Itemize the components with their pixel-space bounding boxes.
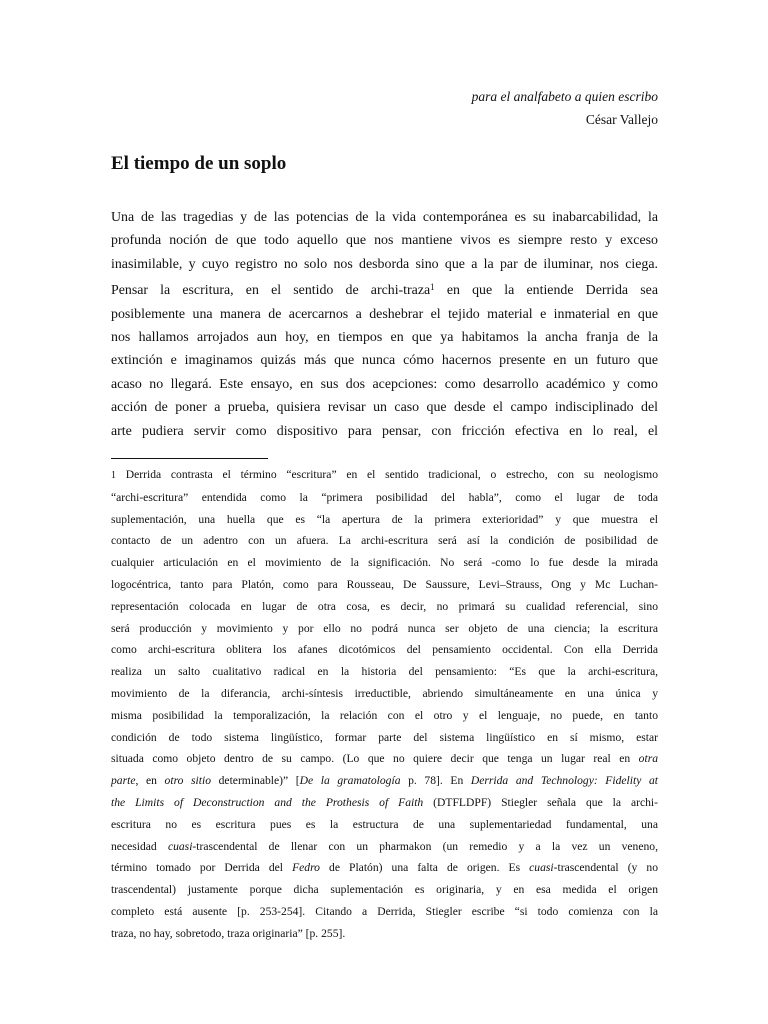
footnote-text: término tomado por Derrida del bbox=[111, 861, 293, 875]
footnote-text: , en bbox=[135, 774, 165, 788]
footnote-line: como archi-escritura oblitera los afanes dicotómicos del pensamiento occidental. Con ella Derrida bbox=[111, 643, 658, 657]
footnote-italic: cuasi bbox=[529, 861, 554, 875]
footnote-line bbox=[111, 770, 658, 792]
footnote-text: de Platón) una falta de origen. Es bbox=[319, 861, 530, 875]
footnote-line: suplementación, una huella que es “la apertura de la primera exterioridad” y que muestra el bbox=[111, 512, 658, 526]
body-line: Una de las tragedias y de las potencias de la vida contemporánea es su inabarcabilidad, la bbox=[111, 210, 658, 225]
body-line bbox=[111, 276, 658, 302]
footnote-italic: otro sitio bbox=[164, 774, 212, 788]
footnote-line bbox=[111, 857, 658, 879]
page-title: El tiempo de un soplo bbox=[111, 153, 287, 174]
footnote-line: logocéntrica, tanto para Platón, como para Rousseau, De Saussure, Levi–Strauss, Ong y Mc Luchan- bbox=[111, 577, 658, 591]
footnote-line: escritura no es escritura pues es la estructura de una suplementariedad fundamental, una bbox=[111, 817, 658, 831]
footnote-text: -trascendental de llenar con un pharmakon (un remedio y a la vez un veneno, bbox=[192, 839, 658, 853]
book-title: the Limits of Deconstruction and the Prothesis of Faith bbox=[111, 795, 424, 809]
body-line: arte pudiera servir como dispositivo para pensar, con fricción efectiva en lo real, el bbox=[111, 423, 658, 439]
body-line: inasimilable, y cuyo registro no solo nos desborda sino que a la par de iluminar, nos ciega. bbox=[111, 256, 658, 272]
footnote-line: realiza un salto cualitativo radical en la historia del pensamiento: “Es que la archi-escritura, bbox=[111, 665, 658, 679]
body-line-part: Pensar la escritura, en el sentido de archi-traza bbox=[111, 283, 431, 299]
body-paragraph bbox=[111, 206, 658, 443]
footnote-separator bbox=[111, 458, 268, 459]
footnote-text: (DTFLDPF) Stiegler señala que la archi- bbox=[423, 795, 659, 809]
footnote-line: “archi-escritura” entendida como la “primera posibilidad del habla”, como el lugar de toda bbox=[111, 490, 658, 504]
footnote-text: situada como objeto dentro de su campo. (Lo que no quiere decir que tenga un lugar real en bbox=[111, 752, 639, 766]
footnote-line: traza, no hay, sobretodo, traza originaria” [p. 255]. bbox=[111, 926, 346, 940]
footnote-line bbox=[111, 792, 658, 814]
body-line: posiblemente una manera de acercarnos a deshebrar el tejido material e inmaterial en que bbox=[111, 306, 658, 322]
footnote-text: necesidad bbox=[111, 839, 168, 853]
footnote-line: contacto de un adentro con un afuera. La archi-escritura será así la condición de posibilidad de bbox=[111, 534, 658, 548]
epigraph-author: César Vallejo bbox=[585, 112, 658, 127]
footnote-line: cualquier articulación en el movimiento de la significación. No será -como lo fue desde la mirada bbox=[111, 556, 658, 570]
document-page bbox=[111, 0, 658, 1024]
footnote-italic: parte bbox=[111, 774, 136, 788]
footnote-line bbox=[111, 464, 658, 487]
footnote-line: condición de todo sistema lingüístico, formar parte del sistema lingüístico en sí mismo, estar bbox=[111, 730, 658, 744]
footnote-italic: otra bbox=[638, 752, 658, 766]
epigraph bbox=[472, 85, 658, 131]
footnote-text: -trascendental (y no bbox=[553, 861, 658, 875]
footnote-italic: cuasi bbox=[167, 839, 193, 853]
footnote-line bbox=[111, 748, 658, 770]
footnote-italic: Fedro bbox=[292, 861, 320, 875]
footnote-line: movimiento de la diferancia, archi-síntesis irreductible, abriendo simultáneamente en una única y bbox=[111, 686, 658, 700]
footnote-line: representación colocada en lugar de otra cosa, es decir, no primará su cualidad referencial, sino bbox=[111, 599, 658, 613]
footnote-reference[interactable]: 1 bbox=[430, 282, 435, 293]
footnote-line: completo está ausente [p. 253-254]. Citando a Derrida, Stiegler escribe “si todo comienza con la bbox=[111, 904, 658, 918]
footnote-mark: 1 bbox=[111, 470, 116, 481]
footnote-line bbox=[111, 836, 658, 858]
footnote-line: será producción y movimiento y por ello no podrá nunca ser objeto de una ciencia; la escritura bbox=[111, 621, 658, 635]
footnote-text: determinable)” [ bbox=[211, 774, 300, 788]
body-line: profunda noción de que todo aquello que nos mantiene vivos es siempre resto y exceso bbox=[111, 233, 658, 249]
book-title: Derrida and Technology: Fidelity at bbox=[470, 774, 658, 788]
footnote-text: Derrida contrasta el término “escritura” en el sentido tradicional, o estrecho, con su neologismo bbox=[125, 468, 658, 481]
body-line: extinción e imaginamos quizás más que nunca cómo hacernos presente en un futuro que bbox=[111, 353, 658, 369]
footnote-text: p. 78]. En bbox=[400, 774, 471, 788]
footnote bbox=[111, 464, 658, 945]
body-line: nos hallamos arrojados aun hoy, en tiempos en que ya habitamos la ancha franja de la bbox=[111, 330, 658, 346]
book-title: De la gramatología bbox=[299, 774, 401, 788]
footnote-line: misma posibilidad la temporalización, la relación con el otro y el lenguaje, no puede, en tanto bbox=[111, 708, 658, 722]
body-line-part: en que la entiende Derrida sea bbox=[446, 283, 658, 299]
body-line: acción de poner a prueba, quisiera revisar un caso que desde el campo indisciplinado del bbox=[111, 400, 658, 416]
epigraph-quote: para el analfabeto a quien escribo bbox=[471, 89, 658, 104]
footnote-line: trascendental) justamente porque dicha suplementación es originaria, y en esa medida el origen bbox=[111, 883, 658, 897]
body-line: acaso no llegará. Este ensayo, en sus dos acepciones: como desarrollo académico y como bbox=[111, 376, 658, 392]
